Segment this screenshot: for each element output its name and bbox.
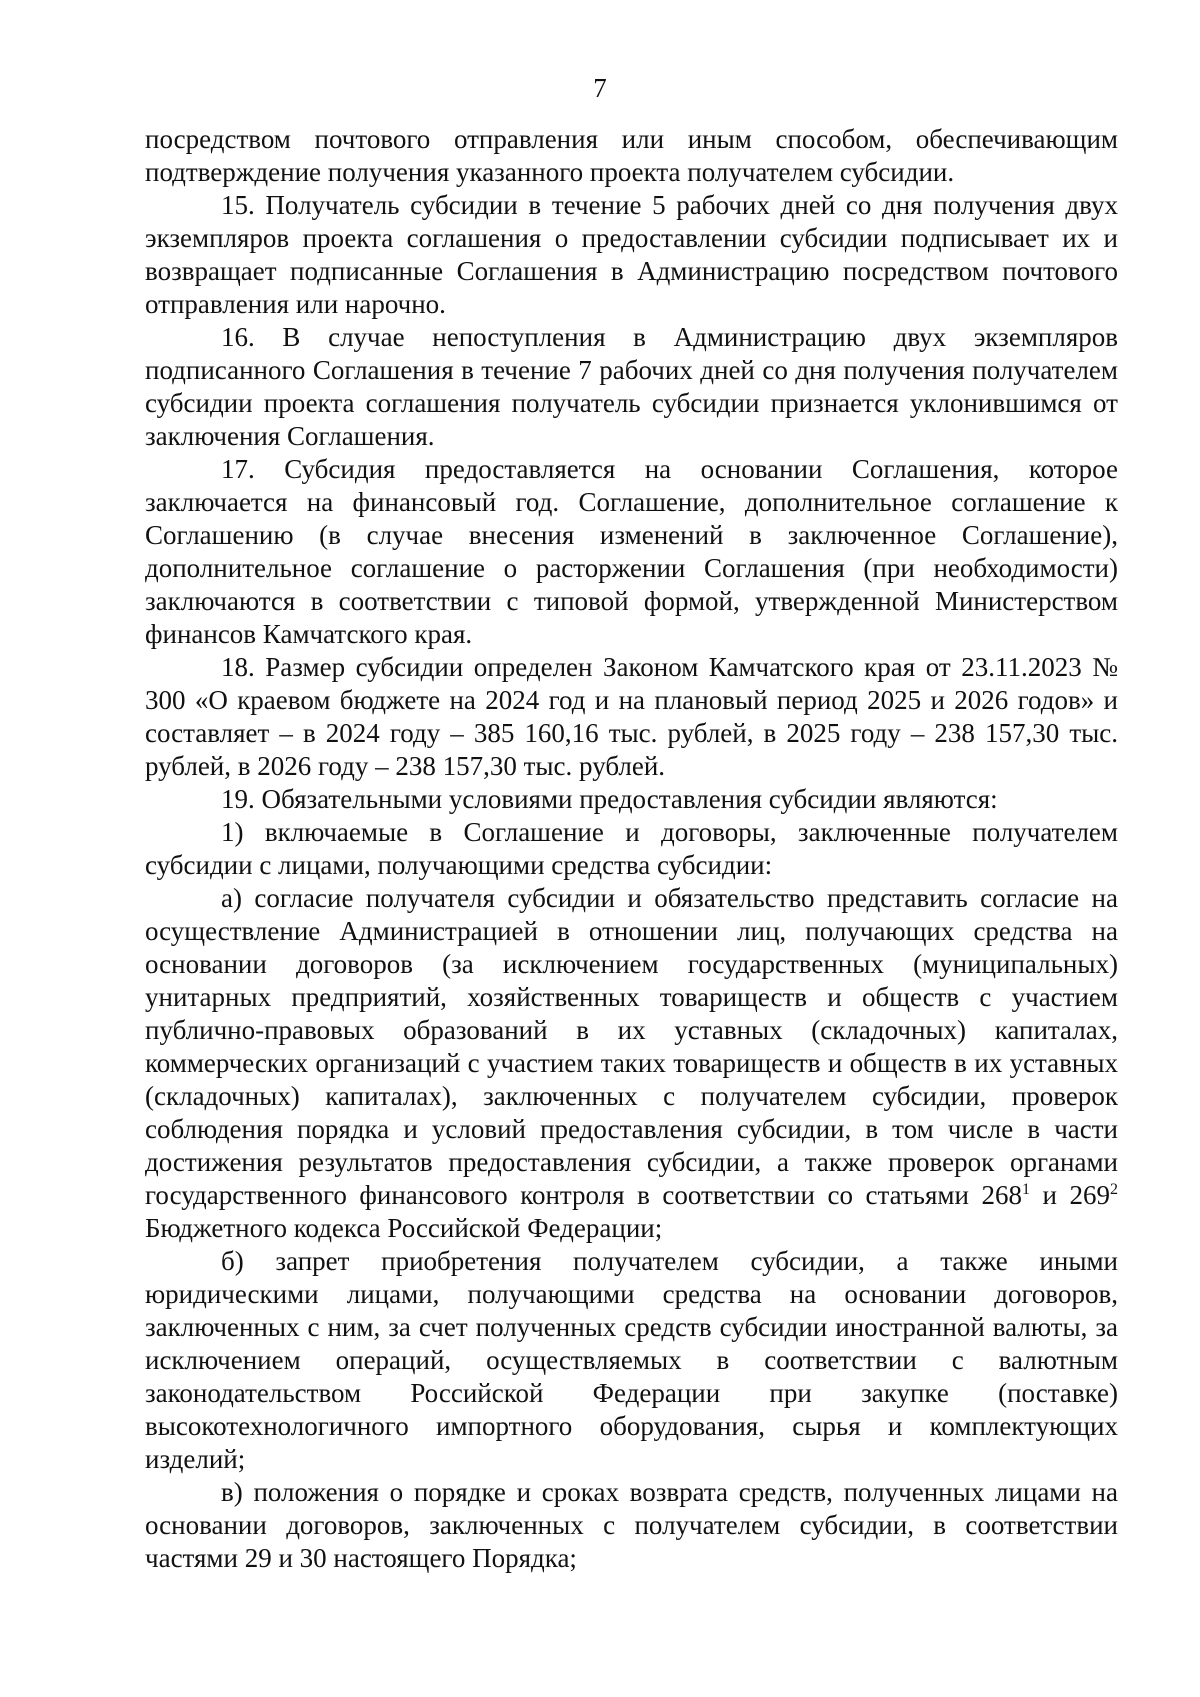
paragraph-18: 18. Размер субсидии определен Законом Камчатского края от 23.11.2023 № 300 «О краевом бюджете на 2024 год и на плановый период 2025 и 2026 годов» и составляет – в 2024 году – 385 160,16 тыс. рублей, в 2025 году – 238 157,30 тыс. рублей, в 2026 году – 238 157,30 тыс. рублей.: [145, 652, 1118, 781]
paragraph-19-item-1-a: [145, 882, 1118, 1245]
superscript-2: 2: [1110, 1181, 1118, 1198]
paragraph-a-tail: Бюджетного кодекса Российской Федерации;: [145, 1213, 663, 1243]
page-number: 7: [593, 73, 607, 103]
superscript-1: 1: [1021, 1181, 1030, 1198]
paragraph-19-item-1-b: б) запрет приобретения получателем субсидии, а также иными юридическими лицами, получающими средства на основании договоров, заключенных с ним, за счет полученных средств субсидии иностранной валюты, за исключением операций, осуществляемых в соответствии с валютным законодательством Российской Федерации при закупке (поставке) высокотехнологичного импортного оборудования, сырья и комплектующих изделий;: [145, 1246, 1118, 1474]
paragraph-19: 19. Обязательными условиями предоставления субсидии являются:: [221, 784, 998, 814]
paragraph-17: 17. Субсидия предоставляется на основании Соглашения, которое заключается на финансовый год. Соглашение, дополнительное соглашение к Соглашению (в случае внесения изменений в заключенное Соглашение), дополнительное соглашение о расторжении Соглашения (при необходимости) заключаются в соответствии с типовой формой, утвержденной Министерством финансов Камчатского края.: [145, 454, 1118, 649]
paragraph-a-text: а) согласие получателя субсидии и обязательство представить согласие на осуществление Администрацией в отношении лиц, получающих средства на основании договоров (за исключением государственных (муниципальных) унитарных предприятий, хозяйственных товариществ и обществ с участием публично-правовых образований в их уставных (складочных) капиталах, коммерческих организаций с участием таких товариществ и обществ в их уставных (складочных) капиталах), заключенных с получателем субсидии, проверок соблюдения порядка и условий предоставления субсидии, в том числе в части достижения результатов предоставления субсидии, а также проверок органами государственного финансового контроля в соответствии со статьями 268: [145, 883, 1118, 1210]
paragraph-15: 15. Получатель субсидии в течение 5 рабочих дней со дня получения двух экземпляров проекта соглашения о предоставлении субсидии подписывает их и возвращает подписанные Соглашения в Администрацию посредством почтового отправления или нарочно.: [145, 190, 1118, 319]
paragraph-a-mid: и 269: [1029, 1180, 1110, 1210]
paragraph-19-item-1: 1) включаемые в Соглашение и договоры, заключенные получателем субсидии с лицами, получающими средства субсидии:: [145, 817, 1118, 880]
paragraph-16: 16. В случае непоступления в Администрацию двух экземпляров подписанного Соглашения в течение 7 рабочих дней со дня получения получателем субсидии проекта соглашения получатель субсидии признается уклонившимся от заключения Соглашения.: [145, 322, 1118, 451]
paragraph-continuation: посредством почтового отправления или иным способом, обеспечивающим подтверждение получения указанного проекта получателем субсидии.: [145, 124, 1118, 187]
document-body: [145, 123, 1118, 1575]
paragraph-19-item-1-v: в) положения о порядке и сроках возврата средств, полученных лицами на основании договоров, заключенных с получателем субсидии, в соответствии частями 29 и 30 настоящего Порядка;: [145, 1477, 1118, 1573]
